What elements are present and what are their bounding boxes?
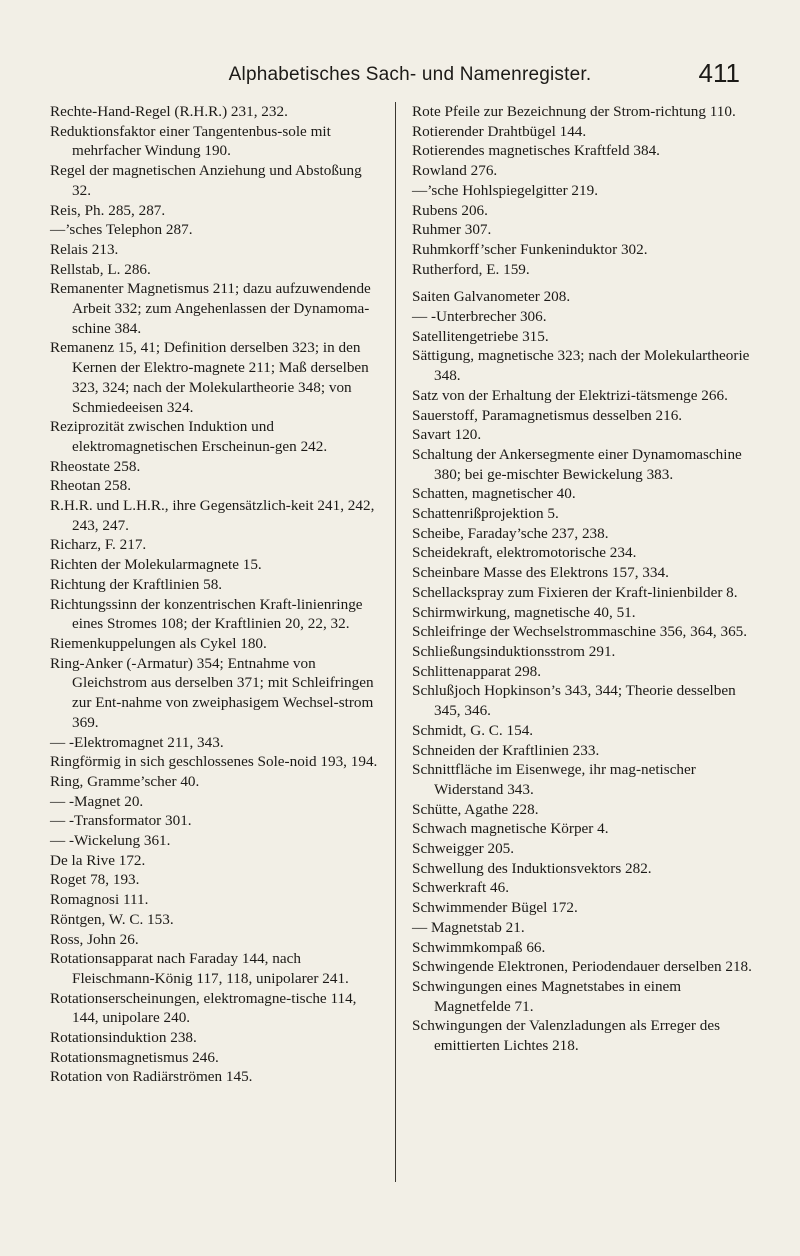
index-entry: Schwingungen der Valenzladungen als Erreger des emittierten Lichtes 218. [412,1017,721,1055]
index-entry: Rellstab, L. 286. [50,260,151,278]
index-entry: — -Elektromagnet 211, 343. [50,733,224,751]
index-entry: Schwimmender Bügel 172. [412,899,578,917]
index-entry: — Magnetstab 21. [412,918,525,936]
index-entry: Schneiden der Kraftlinien 233. [412,741,600,759]
index-entry: Savart 120. [412,426,482,444]
index-entry: Schwingende Elektronen, Periodendauer derselben 218. [412,958,752,976]
index-entry: Ruhmer 307. [412,221,492,239]
index-entry: Ring-Anker (-Armatur) 354; Entnahme von Gleichstrom aus derselben 371; mit Schleifringen zur Ent-nahme von zweiphasigem Wechsel-strom 369. [50,654,374,731]
index-entry: Rote Pfeile zur Bezeichnung der Strom-richtung 110. [412,103,736,120]
index-entry: Saiten Galvanometer 208. [412,288,571,306]
index-entry: Romagnosi 111. [50,891,149,909]
index-entry: Rowland 276. [412,162,498,180]
index-entry: Richten der Molekularmagnete 15. [50,556,262,574]
index-entry: Schließungsinduktionsstrom 291. [412,642,616,660]
index-entry: Riemenkuppelungen als Cykel 180. [50,634,267,652]
index-entry: Satellitengetriebe 315. [412,327,549,345]
index-entry: Ruhmkorff’scher Funkeninduktor 302. [412,240,648,258]
index-entry: Schirmwirkung, magnetische 40, 51. [412,603,636,621]
index-entry: Schwingungen eines Magnetstabes in einem Magnetfelde 71. [412,977,682,1015]
index-entry: Schwach magnetische Körper 4. [412,820,609,838]
index-entry: Richtungssinn der konzentrischen Kraft-linienringe eines Stromes 108; der Kraftlinien 20, 22, 32. [50,595,363,633]
index-entry: Rutherford, E. 159. [412,260,530,278]
index-entry: R.H.R. und L.H.R., ihre Gegensätzlich-keit 241, 242, 243, 247. [50,497,375,534]
page-number: 411 [698,58,740,88]
index-entry: —’sche Hohlspiegelgitter 219. [412,181,599,199]
index-entry: Röntgen, W. C. 153. [50,910,174,928]
index-entry: Relais 213. [50,240,119,258]
index-entry: Remanenter Magnetismus 211; dazu aufzuwendende Arbeit 332; zum Angehenlassen der Dynamoma-schine 384. [50,280,371,337]
index-entry: Ringförmig in sich geschlossenes Sole-noid 193, 194. [50,753,378,771]
index-entry: Satz von der Erhaltung der Elektrizi-tätsmenge 266. [412,386,728,404]
index-entry: Schmidt, G. C. 154. [412,721,534,739]
index-entry: Sauerstoff, Paramagnetismus desselben 216. [412,406,683,424]
index-entry: Rubens 206. [412,201,488,219]
index-entry: —’sches Telephon 287. [50,221,193,239]
index-entry: Schnittfläche im Eisenwege, ihr mag-netischer Widerstand 343. [412,761,696,798]
index-entry: Scheibe, Faraday’sche 237, 238. [412,524,609,542]
index-entry: Schatten, magnetischer 40. [412,485,576,503]
index-entry: Remanenz 15, 41; Definition derselben 323; in den Kernen der Elektro-magnete 211; Maß derselben 323, 324; nach der Molekulartheorie 348; von Schmiedeeisen 324. [50,339,369,416]
index-entry: Schlittenapparat 298. [412,662,542,680]
index-entry: Scheinbare Masse des Elektrons 157, 334. [412,564,669,582]
index-entry: Schütte, Agathe 228. [412,800,539,818]
index-entry: Rechte-Hand-Regel (R.H.R.) 231, 232. [50,103,288,120]
index-entry: Regel der magnetischen Anziehung und Abstoßung 32. [50,162,362,199]
index-column-left [50,102,380,1087]
running-head [80,58,740,98]
index-entry: Schleifringe der Wechselstrommaschine 356, 364, 365. [412,623,748,641]
index-entry: Rotationsapparat nach Faraday 144, nach Fleischmann-König 117, 118, unipolarer 241. [50,950,349,987]
index-entry: Rheotan 258. [50,477,131,495]
column-divider [395,102,396,1182]
index-entry: — -Unterbrecher 306. [412,308,547,326]
index-entry: Schaltung der Ankersegmente einer Dynamomaschine 380; bei ge-mischter Bewickelung 383. [412,445,742,483]
index-entry: Reis, Ph. 285, 287. [50,201,166,219]
index-entry: Schwellung des Induktionsvektors 282. [412,859,652,877]
page-title: Alphabetisches Sach- und Namenregister. [228,64,592,85]
index-entry: Rotationserscheinungen, elektromagne-tische 114, 144, unipolare 240. [50,989,357,1027]
index-entry: — -Magnet 20. [50,792,144,810]
index-entry: Schellackspray zum Fixieren der Kraft-linienbilder 8. [412,583,738,601]
index-entry: Roget 78, 193. [50,871,140,889]
index-entry: Rotationsinduktion 238. [50,1029,197,1047]
index-entry: — -Transformator 301. [50,812,192,830]
index-entry: Ross, John 26. [50,930,139,948]
index-entry: Rotationsmagnetismus 246. [50,1048,219,1066]
index-entry: — -Wickelung 361. [50,832,171,850]
index-entry: Rotierender Drahtbügel 144. [412,122,587,140]
index-entry: Rotierendes magnetisches Kraftfeld 384. [412,142,660,160]
index-entry: Rotation von Radiärströmen 145. [50,1068,253,1086]
index-entry: Schweigger 205. [412,840,515,858]
index-entry: Schwimmkompaß 66. [412,938,546,956]
index-entry: Schwerkraft 46. [412,879,509,897]
index-entry: Ring, Gramme’scher 40. [50,772,200,790]
index-entry: Reziprozität zwischen Induktion und elektromagnetischen Erscheinun-gen 242. [50,418,328,455]
index-entry: Schattenrißprojektion 5. [412,505,559,523]
index-entry: De la Rive 172. [50,851,146,869]
index-column-right [412,102,752,1056]
index-entry: Reduktionsfaktor einer Tangentenbus-sole mit mehrfacher Windung 190. [50,122,331,160]
index-entry: Richtung der Kraftlinien 58. [50,575,223,593]
index-entry: Rheostate 258. [50,457,141,475]
index-entry: Sättigung, magnetische 323; nach der Molekulartheorie 348. [412,347,750,385]
index-entry: Schlußjoch Hopkinson’s 343, 344; Theorie desselben 345, 346. [412,682,736,720]
index-entry: Scheidekraft, elektromotorische 234. [412,544,637,562]
index-entry: Richarz, F. 217. [50,536,147,554]
